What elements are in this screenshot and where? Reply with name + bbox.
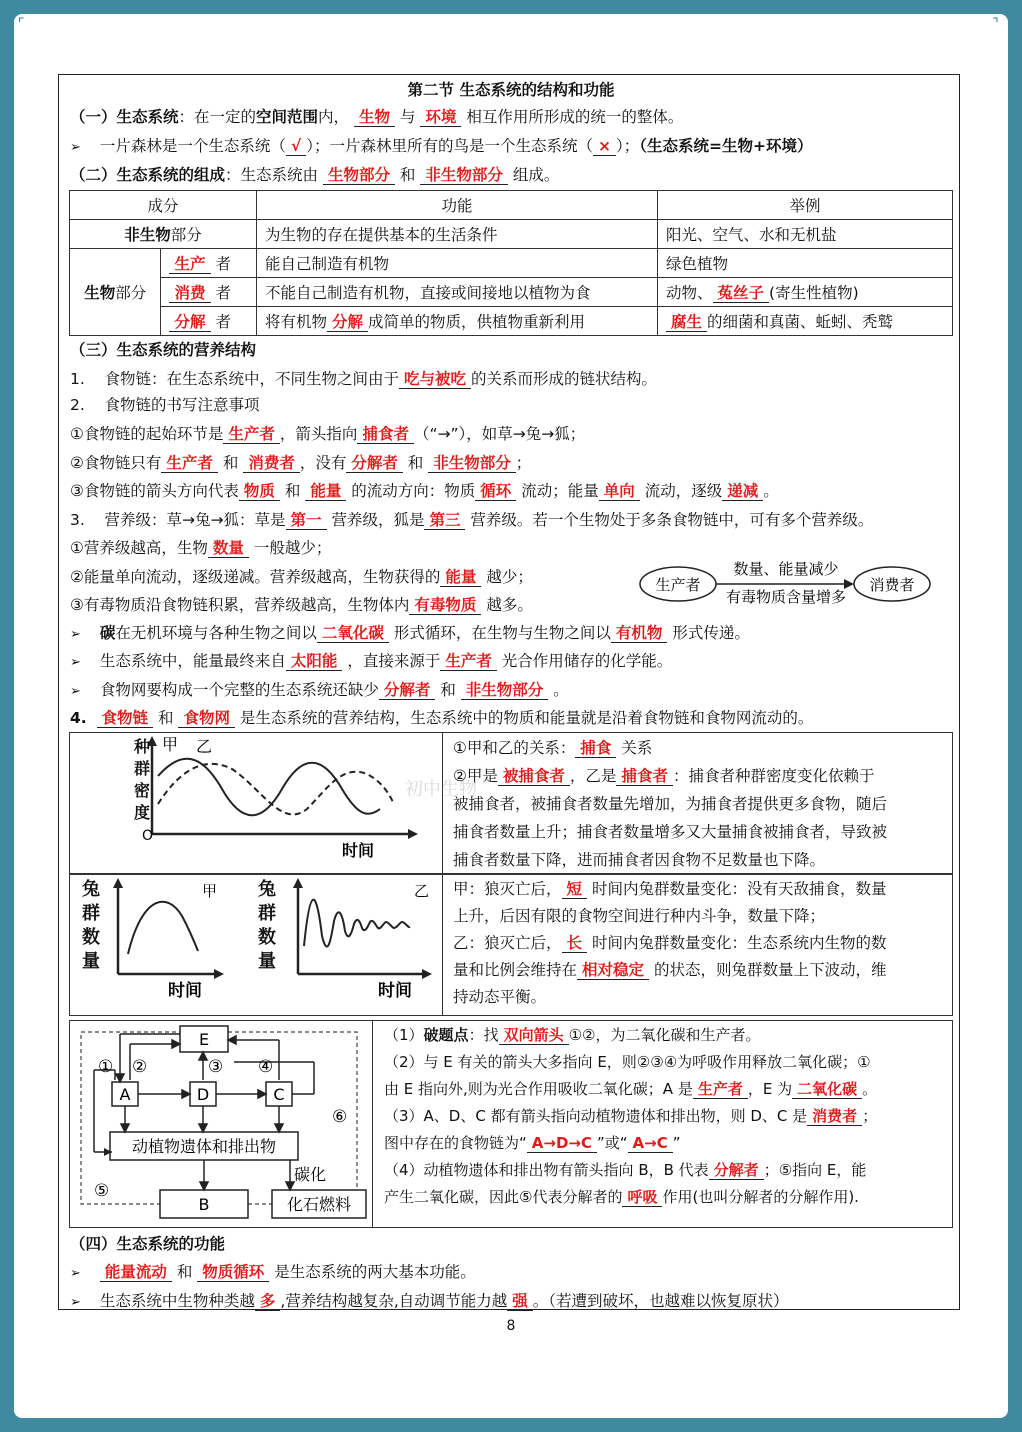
food-web-line: ➢ 食物网要构成一个完整的生态系统还缺少 分解者 和 非生物部分 。	[70, 679, 569, 703]
carbon-line: ➢ 碳在无机环境与各种生物之间以 二氧化碳 形式循环，在生物与生物之间以 有机物 形式传递。	[70, 622, 750, 646]
arrowhead-icon	[113, 878, 123, 888]
s3-line-6: 3. 营养级：草→兔→狐：草是 第一 营养级，狐是 第三 营养级。若一个生物处于多条食物链中，可有多个营养级。	[70, 511, 874, 529]
composition-table: 成分 功能 举例 非生物部分 为生物的存在提供基本的生活条件 阳光、空气、水和无机盐 生物部分 生产 者 能自己制造有机物 绿色植物 消费 者 不能自己制造有机物，直接或间接地以植物为食 动物、 菟丝子 (寄生性植物) 分解 者 将有机物 分解 成简单的物质，供植物重新利用 腐生 的细菌和真菌、蚯蚓、秃鹫	[69, 190, 953, 336]
arrow-bullet-icon: ➢	[70, 1295, 81, 1310]
label-a: A	[119, 1085, 131, 1104]
s3-line-9: ③有毒物质沿食物链积累，营养级越高，生物体内 有毒物质 越多。	[70, 596, 533, 614]
arrow-bullet-icon: ➢	[70, 684, 81, 699]
label-d: D	[196, 1085, 210, 1104]
marker-2: ②	[132, 1057, 148, 1077]
carbon-cycle-diagram	[72, 1022, 370, 1226]
yi-label: 乙	[196, 737, 213, 756]
carbon-cycle-text: （1）破题点：找 双向箭头 ①②，为二氧化碳和生产者。 （2）与 E 有关的箭头大多指向 E，则②③④为呼吸作用释放二氧化碳；① 由 E 指向外,则为光合作用吸收二氧化碳；A 是 生产者 ，E 为 二氧化碳 。 （3）A、D、C 都有箭头指向动植物遗体和排出物，则 D、C 是 消费者 ； 图中存在的食物链为“ A→D→C ”或“ A→C ” （4）动植物遗体和排出物有箭头指向 B，B 代表 分解者 ；⑤指向 E，能 产生二氧化碳，因此⑤代表分解者的 呼吸 作用(也叫分解者的分解作用).	[384, 1026, 878, 1206]
jia-label: 甲	[202, 882, 218, 900]
arrow-bullet-icon: ➢	[70, 655, 81, 670]
label-fossil: 化石燃料	[286, 1195, 352, 1214]
marker-4: ④	[258, 1057, 274, 1077]
section-1-line: （一）生态系统：在一定的空间范围内， 生物 与 环境 相互作用所形成的统一的整体。	[70, 108, 684, 126]
marker-3: ③	[208, 1057, 224, 1077]
x-axis-label: 时间	[168, 981, 202, 1001]
rabbit-text: 甲：狼灭亡后， 短 时间内兔群数量变化：没有天敌捕食，数量 上升，后因有限的食物空间进行种内斗争，数量下降； 乙：狼灭亡后， 长 时间内兔群数量变化：生态系统内生物的数 量和比例会维持在 相对稳定 的状态，则兔群数量上下波动，维 持动态平衡。	[453, 880, 887, 1006]
label-remains: 动植物遗体和排出物	[131, 1137, 277, 1156]
arrowhead-icon	[293, 878, 303, 888]
energy-flow-diagram	[636, 556, 956, 612]
s3-line-7: ①营养级越高，生物 数量 一般越少；	[70, 539, 332, 557]
predator-curve	[158, 764, 394, 815]
section-2-line: （二）生态系统的组成：生态系统由 生物部分 和 非生物部分 组成。	[70, 166, 560, 184]
s3-line-3: ①食物链的起始环节是 生产者 ，箭头指向 捕食者 （“→”），如草→兔→狐；	[70, 425, 586, 443]
x-axis-label: 时间	[342, 841, 375, 860]
corner-icon: ⌜	[18, 16, 25, 32]
cycle-arrows	[94, 1034, 314, 1190]
s3-line-8: ②能量单向流动，逐级递减。营养级越高，生物获得的 能量 越少；	[70, 568, 533, 586]
s3-line-5: ③食物链的箭头方向代表 物质 和 能量 的流动方向：物质 循环 流动；能量 单向 流动，逐级 递减 。	[70, 482, 779, 500]
page-number: 8	[506, 1318, 516, 1334]
arrowhead-icon	[408, 829, 418, 839]
s4-line-2: ➢ 生态系统中生物种类越 多 ,营养结构越复杂,自动调节能力越 强 。（若遭到破坏，也越难以恢复原状）	[70, 1290, 789, 1314]
origin-label: O	[142, 828, 154, 844]
decrease-label: 数量、能量减少	[733, 560, 839, 578]
section-4-heading: （四）生态系统的功能	[70, 1235, 226, 1253]
gap	[98, 1128, 106, 1136]
jia-label: 甲	[162, 735, 179, 754]
arrowhead-icon	[214, 969, 224, 979]
label-c: C	[273, 1085, 285, 1104]
predation-text: ①甲和乙的关系： 捕食 关系 ②甲是 被捕食者 ，乙是 捕食者 ：捕食者种群密度变化依赖于 被捕食者，被捕食者数量先增加，为捕食者提供更多食物，随后 捕食者数量上升；捕食者数量增多又大量捕食被捕食者，导致被 捕食者数量下降，进而捕食者因食物不足数量也下降。	[453, 739, 888, 869]
s3-line-2: 2. 食物链的书写注意事项	[70, 396, 260, 414]
marker-1: ①	[98, 1057, 114, 1077]
s3-line-4: ②食物链只有 生产者 和 消费者 ，没有 分解者 和 非生物部分 ；	[70, 454, 532, 472]
label-e: E	[198, 1030, 210, 1049]
label-b: B	[198, 1195, 210, 1214]
producer-label: 生产者	[655, 576, 701, 594]
toxin-label: 有毒物质含量增多	[725, 588, 847, 606]
y-axis-label-jia: 兔群数量	[82, 879, 100, 972]
rabbit-graphs	[72, 876, 440, 1012]
predation-graph	[122, 734, 422, 862]
corner-icon: ⌝	[992, 16, 999, 32]
marker-6: ⑥	[332, 1107, 348, 1127]
x-axis-label: 时间	[378, 981, 412, 1001]
label-carbonize: 碳化	[294, 1165, 327, 1184]
jia-curve	[128, 902, 198, 954]
energy-source-line: ➢ 生态系统中，能量最终来自 太阳能 ，直接来源于 生产者 光合作用储存的化学能。	[70, 650, 672, 674]
s3-line-1: 1. 食物链：在生态系统中，不同生物之间由于 吃与被吃 的关系而形成的链状结构。	[70, 370, 658, 388]
yi-curve	[304, 900, 410, 947]
page-title: 第二节 生态系统的结构和功能	[407, 81, 615, 99]
yi-label: 乙	[414, 882, 430, 900]
arrow-bullet-icon: ➢	[70, 627, 81, 642]
consumer-label: 消费者	[869, 576, 915, 594]
forest-line: ➢ 一片森林是一个生态系统（ √ ）；一片森林里所有的鸟是一个生态系统（ × ）；（生态系统=生物+环境）	[70, 135, 812, 159]
marker-5: ⑤	[94, 1181, 110, 1201]
y-axis-label: 种群密度	[134, 737, 151, 822]
s4-line-1: ➢ 能量流动 和 物质循环 是生态系统的两大基本功能。	[70, 1261, 476, 1285]
arrow-bullet-icon: ➢	[70, 1266, 81, 1281]
watermark: 初中生物	[405, 779, 477, 800]
arrowhead-icon	[422, 969, 432, 979]
y-axis-label-yi: 兔群数量	[258, 879, 276, 972]
prey-curve	[158, 759, 380, 815]
s3-line-10: 4. 食物链 和 食物网 是生态系统的营养结构，生态系统中的物质和能量就是沿着食物链和食物网流动的。	[70, 709, 814, 727]
section-3-heading: （三）生态系统的营养结构	[70, 341, 257, 359]
arrow-bullet-icon: ➢	[70, 140, 81, 155]
